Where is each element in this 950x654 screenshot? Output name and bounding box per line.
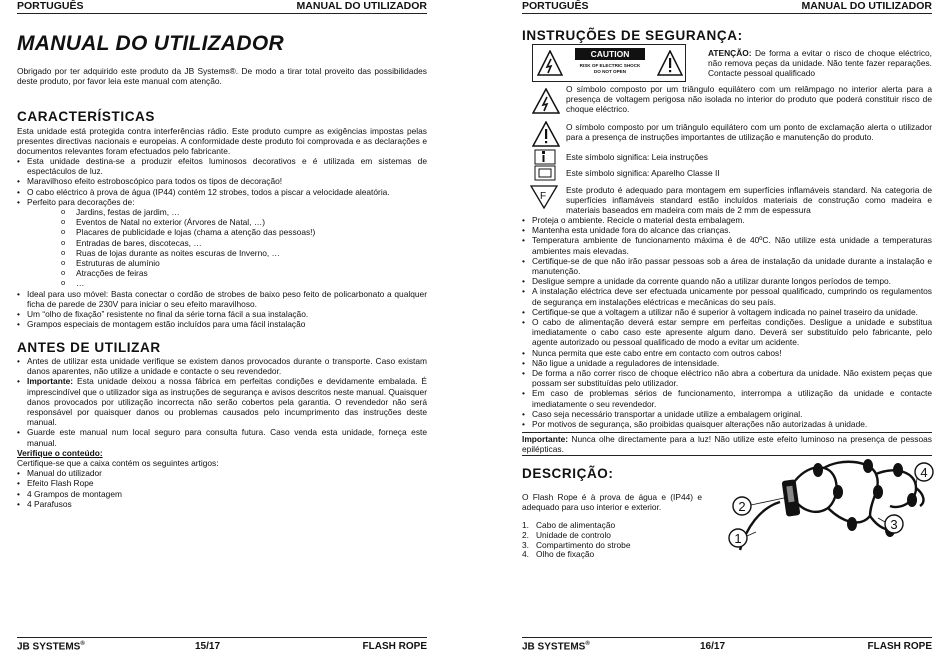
exclamation-triangle-icon [657,50,683,76]
part-item: 4. Olho de fixação [522,549,595,560]
feature-item: • Ideal para uso móvel: Basta conectar o cordão de strobes de baixo peso feito de policarbonato a qualquer ficha de parede de 230V para iniciar o seu efeito maravilhoso. [17,289,427,309]
safety-item: • De forma a não correr risco de choque eléctrico não abra a cobertura da unidade. Não existem peças que possam ser substituídas pelo utilizador. [522,368,932,388]
before-use-list [17,356,427,509]
page-title: MANUAL DO UTILIZADOR [17,32,284,55]
left-page [17,0,427,654]
features-text: Esta unidade está protegida contra interferências rádio. Este produto cumpre as exigências impostas pelas presentes directivas nacionais e europeias. A conformidade deste produto foi comprovada e as declarações e documentos relevantes foram efectuados pelo fabricante. [17,126,427,157]
callout-number: 1 [734,531,742,546]
feature-item: • Maravilhoso efeito estroboscópico para todos os tipos de decoração! [17,176,427,186]
feature-item: • Perfeito para decorações de: [17,197,427,207]
safety-item: • Certifique-se que a voltagem a utilizar não é superior à voltagem indicada no painel traseiro da unidade. [522,307,932,317]
footer-page: 15/17 [195,641,221,652]
description-text: O Flash Rope é à prova de água e (IP44) e adequado para uso interior e exterior. [522,492,702,513]
attention-text: ATENÇÃO: De forma a evitar o risco de choque eléctrico, não remova peças da unidade. Não tente fazer reparações. Contacte pessoal qualificado [708,48,932,79]
svg-text:F: F [540,191,547,202]
safety-item: • Temperatura ambiente de funcionamento máxima é de 40ºC. Não utilize esta unidade a temperaturas ambientes mais elevadas. [522,235,932,255]
exclamation-triangle-icon [532,121,560,147]
check-contents-title: Verifique o conteúdo: [17,447,103,458]
class-ii-icon [534,165,556,181]
read-instructions-icon [534,149,556,165]
feature-item: • O cabo eléctrico à prova de água (IP44) contém 12 strobes, todos a piscar a velocidade aleatória. [17,187,427,197]
exclamation-symbol-text: O símbolo composto por um triângulo equilátero com um ponto de exclamação alerta o utilizador para a presença de instruções importantes de utilização e manutenção do produto. [566,122,932,143]
lightning-triangle-icon [537,50,563,76]
feature-item: • Um “olho de fixação” resistente no final da série torna fácil a sua instalação. [17,309,427,319]
decoration-item: o … [61,278,427,288]
before-item: • Antes de utilizar esta unidade verifique se existem danos provocados durante o transporte. Caso existam danos aparentes, não utilize a unidade e contacte o seu revendedor. [17,356,427,376]
page-footer: JB SYSTEMS® 16/17 FLASH ROPE [522,637,932,653]
footer-product: FLASH ROPE [867,641,932,652]
feature-item: • Esta unidade destina-se a produzir efeitos luminosos decorativos e é utilizada em sistemas de espectáculos de luz. [17,156,427,176]
header-manual: MANUAL DO UTILIZADOR [801,0,932,12]
safety-item: • Caso seja necessário transportar a unidade utilize a embalagem original. [522,409,932,419]
safety-item: • Mantenha esta unidade fora do alcance das crianças. [522,225,932,235]
safety-item: • Desligue sempre a unidade da corrente quando não a utilizar durante longos períodos de tempo. [522,276,932,286]
safety-list [522,215,932,429]
safety-item: • A instalação eléctrica deve ser efectuada unicamente por pessoal qualificado, cumprindo os regulamentos de segurança em instalações eléctricas e mecânicas do seu país. [522,286,932,306]
parts-list [522,521,631,560]
callout-number: 2 [738,499,746,514]
lightning-symbol-text: O símbolo composto por um triângulo equilátero com um relâmpago no interior alerta para a presença de voltagem perigosa não isolada no interior do produto que poderá constituir risco de choque eléctrico. [566,84,932,115]
decoration-item: o Eventos de Natal no exterior (Árvores de Natal, …) [61,217,427,227]
before-item: • Guarde este manual num local seguro para consulta futura. Caso venda esta unidade, forneça este manual. [17,427,427,447]
contents-item: • 4 Parafusos [17,499,427,509]
read-instructions-text: Este símbolo significa: Leia instruções [566,152,708,162]
caution-label: CAUTION [575,48,645,60]
footer-page: 16/17 [700,641,726,652]
part-item: 1. Cabo de alimentação [522,520,616,530]
decoration-item: o Placares de publicidade e lojas (chama a atenção das pessoas!) [61,227,427,237]
features-title: CARACTERÍSTICAS [17,109,156,124]
check-contents-text: Certifique-se que a caixa contém os seguintes artigos: [17,458,219,469]
before-item-important: • Importante: Esta unidade deixou a nossa fábrica em perfeitas condições e devidamente embalada. É imprescindível que o utilizador siga as instruções de segurança e avisos descritos neste manual. Quaisquer danos provocados por utilização incorrecta não serão cobertos pela garantia. O revendedor não será responsável por quaisquer danos ou problemas causados pelo incumprimento das instruções deste manual. [17,376,427,427]
safety-item: • Nunca permita que este cabo entre em contacto com outros cabos! [522,348,932,358]
decoration-item: o Atracções de feiras [61,268,427,278]
safety-item: • Certifique-se de que não irão passar pessoas sob a área de instalação da unidade durante a instalação e manutenção. [522,256,932,276]
page-header [522,0,932,14]
caution-label-box [532,44,686,82]
contents-item: • 4 Grampos de montagem [17,489,427,499]
safety-item: • Proteja o ambiente. Recicle o material desta embalagem. [522,215,932,225]
callout-number: 3 [890,517,898,532]
safety-item: • Em caso de problemas sérios de funcionamento, interrompa a utilização da unidade e contacte imediatamente o seu revendedor. [522,388,932,408]
caution-sub: RISK OF ELECTRIC SHOCK DO NOT OPEN [579,63,641,74]
decoration-item: o Jardins, festas de jardim, … [61,207,427,217]
footer-brand: JB SYSTEMS [522,641,586,653]
flammable-surface-f-icon [530,185,558,209]
description-title: DESCRIÇÃO: [522,466,614,481]
callout-number: 4 [920,465,928,480]
class-ii-text: Este símbolo significa: Aparelho Classe II [566,168,720,178]
feature-item: • Grampos especiais de montagem estão incluídos para uma fácil instalação [17,319,427,329]
part-item: 2. Unidade de controlo [522,529,611,540]
safety-item: • O cabo de alimentação deverá estar sempre em perfeitas condições. Desligue a unidade e substitua imediatamente o cabo caso este apresente algum dano. Deverá ser substituído pelo fabricante, pelo agente autorizado ou pessoal qualificado de modo a evitar um acidente. [522,317,932,348]
page-footer: JB SYSTEMS® 15/17 FLASH ROPE [17,637,427,653]
footer-product: FLASH ROPE [362,641,427,652]
header-language: PORTUGUÊS [17,0,84,12]
page-header [17,0,427,14]
decoration-item: o Ruas de lojas durante as noites escuras de Inverno, … [61,248,427,258]
lightning-triangle-icon [532,88,560,114]
decoration-item: o Entradas de bares, discotecas, … [61,238,427,248]
intro-text: Obrigado por ter adquirido este produto da JB Systems®. De modo a tirar total proveito das possibilidades deste produto, por favor leia este manual com atenção. [17,66,427,87]
before-use-title: ANTES DE UTILIZAR [17,340,161,355]
footer-brand: JB SYSTEMS [17,641,81,653]
contents-item: • Manual do utilizador [17,468,427,478]
flash-rope-illustration [720,458,934,562]
safety-item: • Por motivos de segurança, são proibidas quaisquer alterações não autorizadas à unidade. [522,419,932,429]
header-language: PORTUGUÊS [522,0,589,12]
important-warning: Importante: Nunca olhe directamente para a luz! Não utilize este efeito luminoso na presença de pessoas epilépticas. [522,432,932,456]
part-item: 3. Compartimento do strobe [522,539,631,550]
contents-item: • Efeito Flash Rope [17,478,427,488]
header-manual: MANUAL DO UTILIZADOR [296,0,427,12]
flammable-surface-text: Este produto é adequado para montagem em superfícies inflamáveis standard. Na categoria de superfícies inflamáveis standard estão incluídos materiais de construção como madeira e materiais baseados em madeira com mais de 2 mm de espessura [566,185,932,216]
decoration-item: o Estruturas de alumínio [61,258,427,268]
features-list [17,156,427,329]
safety-item: • Não ligue a unidade a reguladores de intensidade. [522,358,932,368]
safety-title: INSTRUÇÕES DE SEGURANÇA: [522,28,743,43]
right-page [522,0,932,654]
